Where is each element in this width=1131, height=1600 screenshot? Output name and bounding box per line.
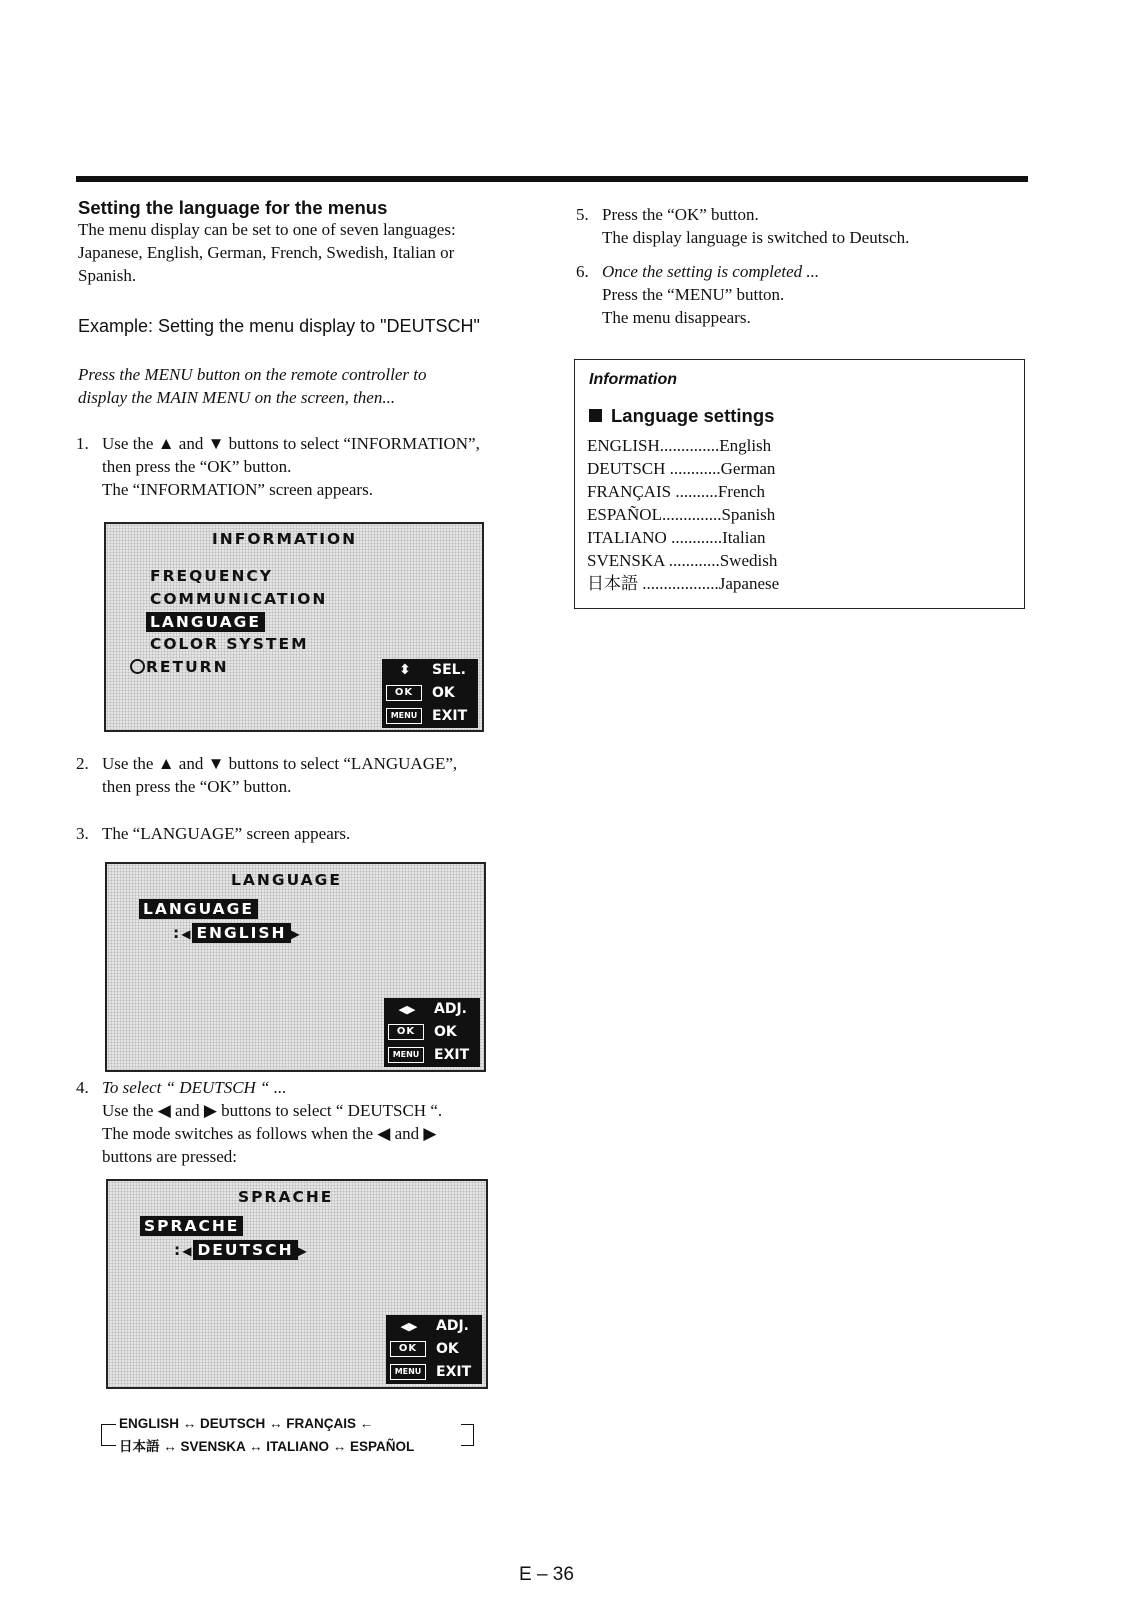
lang-row-svenska: SVENSKA ............Swedish [587, 551, 778, 570]
arrow-right-icon[interactable]: ▶ [297, 1244, 309, 1258]
legend-exit: MENU EXIT [382, 705, 478, 728]
cycle-bracket-right [461, 1424, 474, 1446]
screen-title: LANGUAGE [231, 871, 342, 889]
language-selector[interactable]: :◀ ENGLISH ▶ [173, 924, 302, 942]
return-icon [130, 659, 145, 674]
step-2: 2. Use the ▲ and ▼ buttons to select “LANGUAGE”, then press the “OK” button. [76, 754, 458, 796]
language-cycle-diagram [101, 1416, 481, 1452]
ok-key-icon: OK [388, 1024, 424, 1040]
screen-title: INFORMATION [212, 530, 358, 548]
language-value: ENGLISH [192, 923, 290, 943]
ok-key-icon: OK [386, 685, 422, 701]
legend-ok: OK OK [384, 1021, 480, 1044]
info-box-heading: Language settings [589, 405, 774, 427]
updown-icon: ⬍ [399, 662, 411, 678]
lang-row-italiano: ITALIANO ............Italian [587, 528, 766, 547]
legend-adj: ◀▶ ADJ. [384, 998, 480, 1021]
control-legend [384, 998, 480, 1067]
step-5: 5. Press the “OK” button. The display language is switched to Deutsch. [576, 205, 910, 247]
screen-title: SPRACHE [238, 1188, 334, 1206]
square-bullet-icon [589, 409, 602, 422]
sprache-label: SPRACHE [140, 1216, 243, 1236]
lang-row-deutsch: DEUTSCH ............German [587, 459, 776, 478]
intro-paragraph: The menu display can be set to one of seven languages: Japanese, English, German, French, Swedish, Italian or Spanish. [78, 220, 456, 285]
menu-item-color-system[interactable]: COLOR SYSTEM [150, 635, 309, 653]
menu-key-icon: MENU [386, 708, 422, 724]
instruction-paragraph: Press the MENU button on the remote controller to display the MAIN MENU on the screen, then... [78, 365, 427, 407]
legend-adj: ◀▶ ADJ. [386, 1315, 482, 1338]
sprache-screen [106, 1179, 488, 1389]
sprache-value: DEUTSCH [193, 1240, 297, 1260]
legend-ok: OK OK [382, 682, 478, 705]
step-3: 3. The “LANGUAGE” screen appears. [76, 824, 351, 843]
cycle-row-2: 日本語 ↔ SVENSKA ↔ ITALIANO ↔ ESPAÑOL [119, 1439, 415, 1454]
menu-key-icon: MENU [390, 1364, 426, 1380]
page-number: E – 36 [519, 1564, 574, 1585]
step-1: 1. Use the ▲ and ▼ buttons to select “INFORMATION”, then press the “OK” button. The “INFORMATION” screen appears. [76, 434, 480, 499]
legend-ok: OK OK [386, 1338, 482, 1361]
ok-key-icon: OK [390, 1341, 426, 1357]
arrow-right-icon[interactable]: ▶ [290, 927, 302, 941]
info-box-title: Information [589, 371, 677, 388]
menu-item-frequency[interactable]: FREQUENCY [150, 567, 274, 585]
step-4: 4. To select “ DEUTSCH “ ... Use the ◀ and ▶ buttons to select “ DEUTSCH “. The mode switches as follows when the ◀ and ▶ buttons are pressed: [76, 1078, 443, 1166]
language-screen [105, 862, 486, 1072]
information-screen [104, 522, 484, 732]
legend-exit: MENU EXIT [386, 1361, 482, 1384]
arrow-left-icon[interactable]: ◀ [181, 927, 193, 941]
top-rule [76, 176, 1028, 182]
language-label: LANGUAGE [139, 899, 258, 919]
menu-item-return[interactable]: RETURN [130, 658, 229, 676]
step-6: 6. Once the setting is completed ... Press the “MENU” button. The menu disappears. [576, 262, 820, 327]
legend-sel: ⬍ SEL. [382, 659, 478, 682]
control-legend [386, 1315, 482, 1384]
left-right-icon: ◀▶ [400, 1320, 418, 1333]
arrow-left-icon[interactable]: ◀ [182, 1244, 194, 1258]
legend-exit: MENU EXIT [384, 1044, 480, 1067]
lang-row-espanol: ESPAÑOL..............Spanish [587, 505, 776, 524]
cycle-row-1: ENGLISH ↔ DEUTSCH ↔ FRANÇAIS ← [119, 1416, 374, 1431]
lang-row-francais: FRANÇAIS ..........French [587, 482, 766, 501]
section-heading: Setting the language for the menus [78, 197, 388, 218]
example-heading: Example: Setting the menu display to "DEUTSCH" [78, 316, 480, 336]
lang-row-english: ENGLISH..............English [587, 436, 772, 455]
menu-item-language-selected[interactable]: LANGUAGE [146, 612, 265, 632]
cycle-bracket-left [101, 1424, 116, 1446]
left-right-icon: ◀▶ [398, 1003, 416, 1016]
sprache-selector[interactable]: :◀ DEUTSCH ▶ [174, 1241, 309, 1259]
menu-key-icon: MENU [388, 1047, 424, 1063]
information-box [574, 359, 1025, 609]
menu-item-communication[interactable]: COMMUNICATION [150, 590, 328, 608]
lang-row-japanese: 日本語 ..................Japanese [587, 574, 780, 593]
control-legend [382, 659, 478, 728]
